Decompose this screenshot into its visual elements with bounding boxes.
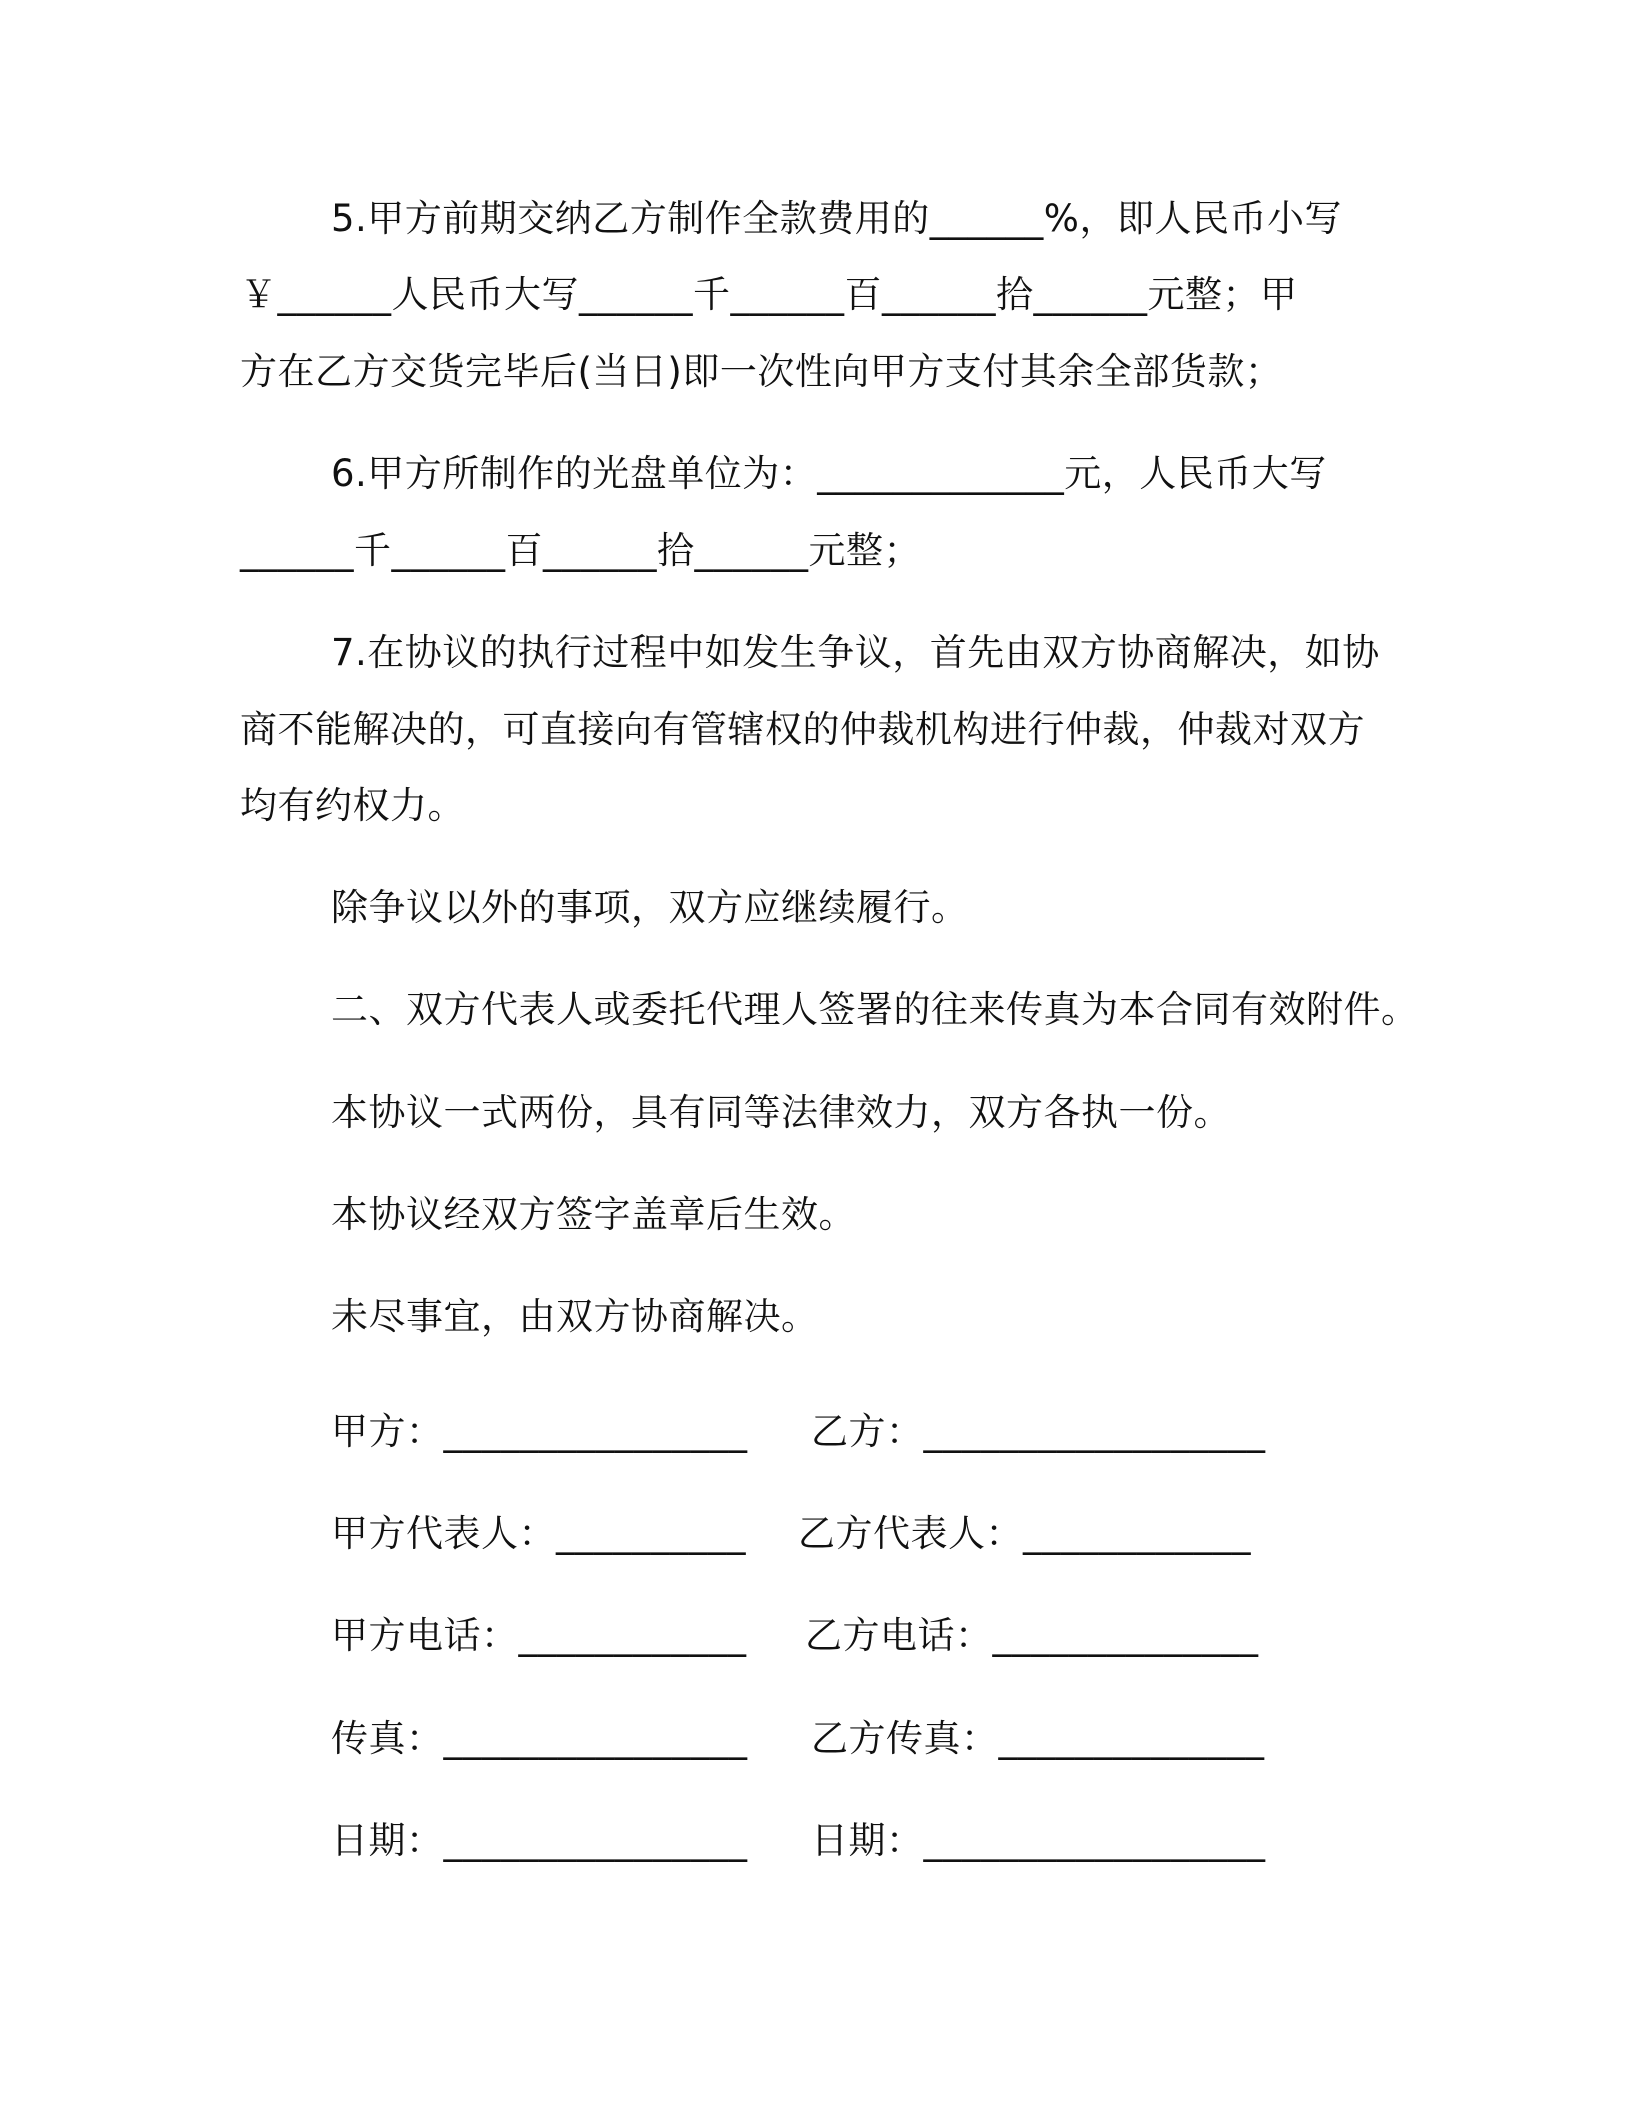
clause-5-line-1: 5.甲方前期交纳乙方制作全款费用的______%，即人民币小写: [331, 197, 1342, 240]
paragraph-unresolved: 未尽事宜，由双方协商解决。: [331, 1295, 819, 1338]
section-two-heading: 二、双方代表人或委托代理人签署的往来传真为本合同有效附件。: [331, 988, 1419, 1031]
signature-fax-b: 乙方传真：______________: [811, 1717, 1265, 1760]
signature-date-a: 日期：________________: [331, 1819, 748, 1862]
paragraph-continue-performance: 除争议以外的事项，双方应继续履行。: [331, 886, 969, 929]
signature-rep-a: 甲方代表人：__________: [331, 1512, 746, 1555]
paragraph-copies: 本协议一式两份，具有同等法律效力，双方各执一份。: [331, 1091, 1231, 1134]
signature-phone-b: 乙方电话：______________: [805, 1614, 1259, 1657]
signature-phone-a: 甲方电话：____________: [331, 1614, 747, 1657]
signature-party-b: 乙方：__________________: [811, 1410, 1266, 1453]
clause-6-line-1: 6.甲方所制作的光盘单位为：_____________元，人民币大写: [331, 452, 1327, 495]
signature-fax-a: 传真：________________: [331, 1717, 748, 1760]
signature-date-b: 日期：__________________: [811, 1819, 1266, 1862]
clause-5-line-2: ￥______人民币大写______千______百______拾______元整；甲: [240, 273, 1298, 316]
signature-rep-b: 乙方代表人：____________: [798, 1512, 1251, 1555]
clause-7-line-3: 均有约权力。: [240, 784, 465, 827]
clause-6-line-2: ______千______百______拾______元整；: [240, 529, 921, 572]
paragraph-effective: 本协议经双方签字盖章后生效。: [331, 1193, 856, 1236]
signature-party-a: 甲方：________________: [331, 1410, 748, 1453]
clause-7-line-1: 7.在协议的执行过程中如发生争议，首先由双方协商解决，如协: [331, 631, 1380, 674]
clause-7-line-2: 商不能解决的，可直接向有管辖权的仲裁机构进行仲裁，仲裁对双方: [240, 708, 1365, 751]
clause-5-line-3: 方在乙方交货完毕后(当日)即一次性向甲方支付其余全部货款；: [240, 350, 1283, 393]
